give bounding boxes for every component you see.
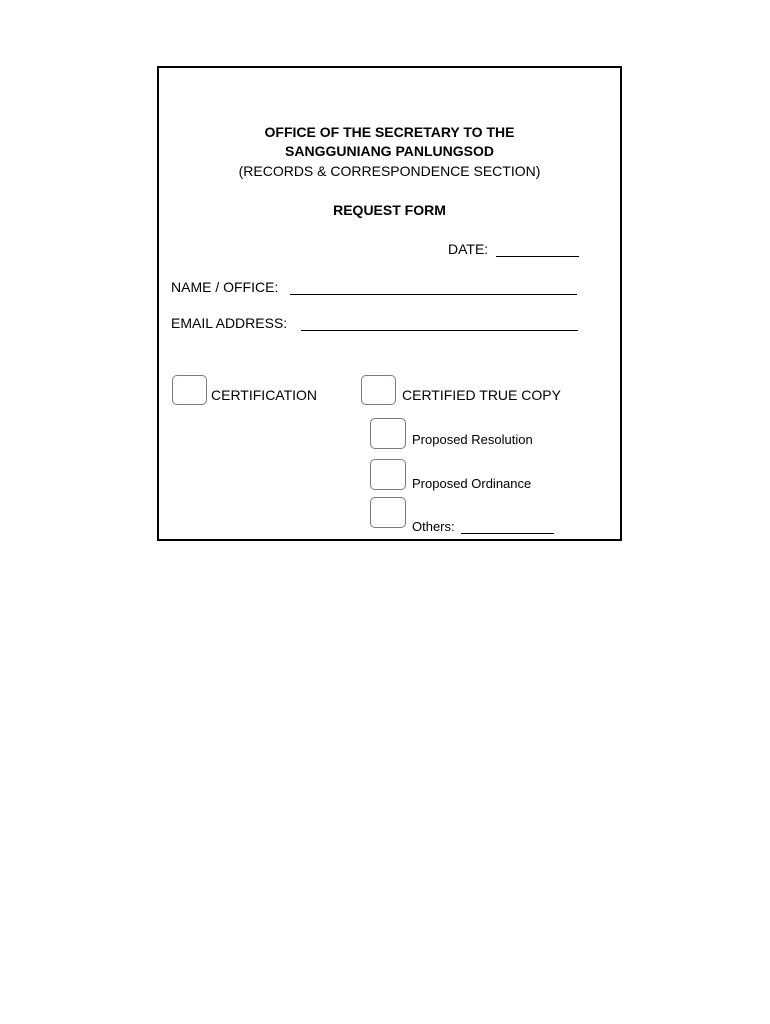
- name-office-field[interactable]: [290, 294, 577, 295]
- certification-label: CERTIFICATION: [211, 387, 318, 403]
- name-office-label: NAME / OFFICE:: [171, 279, 279, 295]
- proposed-resolution-checkbox[interactable]: [370, 418, 406, 449]
- others-label: Others:: [412, 519, 455, 534]
- office-title-line2: SANGGUNIANG PANLUNGSOD: [285, 143, 494, 159]
- certified-true-copy-checkbox[interactable]: [361, 375, 396, 405]
- proposed-ordinance-label: Proposed Ordinance: [412, 476, 532, 491]
- certified-true-copy-label: CERTIFIED TRUE COPY: [402, 387, 561, 403]
- proposed-ordinance-checkbox[interactable]: [370, 459, 406, 490]
- proposed-resolution-label: Proposed Resolution: [412, 432, 533, 447]
- office-title-line1: OFFICE OF THE SECRETARY TO THE: [264, 124, 515, 140]
- email-label: EMAIL ADDRESS:: [171, 315, 288, 331]
- others-checkbox[interactable]: [370, 497, 406, 528]
- date-label: DATE:: [448, 241, 489, 257]
- section-subtitle: (RECORDS & CORRESPONDENCE SECTION): [238, 163, 541, 179]
- email-field[interactable]: [301, 330, 578, 331]
- form-title: REQUEST FORM: [333, 202, 446, 218]
- request-form: [157, 66, 622, 541]
- others-field[interactable]: [461, 533, 554, 534]
- date-field[interactable]: [496, 256, 579, 257]
- certification-checkbox[interactable]: [172, 375, 207, 405]
